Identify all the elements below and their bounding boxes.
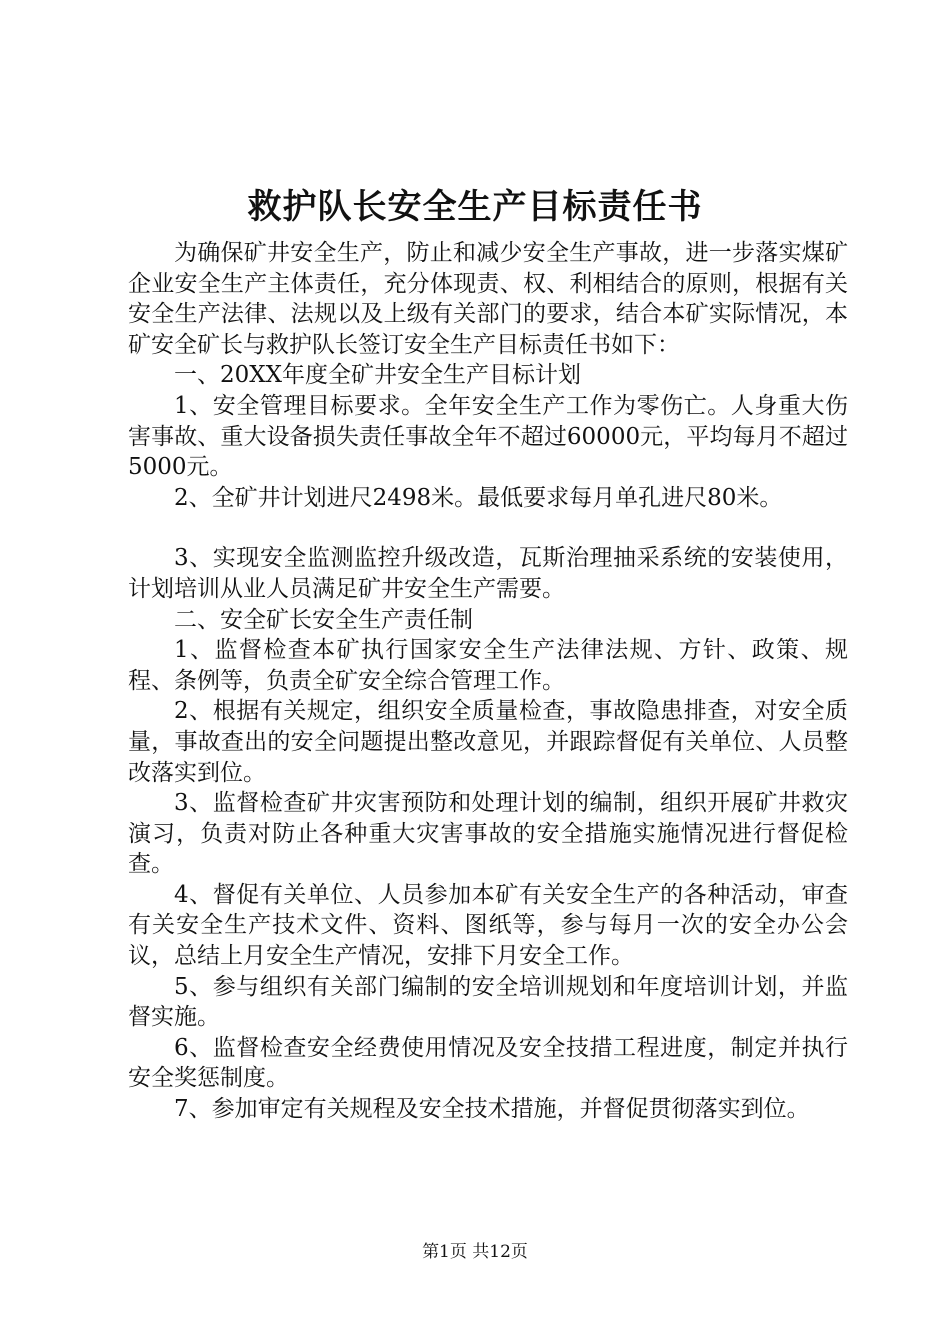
duty-item-5: 5、参与组织有关部门编制的安全培训规划和年度培训计划，并监督实施。	[128, 973, 848, 1031]
duty-item-2: 2、根据有关规定，组织安全质量检查，事故隐患排查，对安全质量，事故查出的安全问题提出整改意见，并跟踪督促有关单位、人员整改落实到位。	[128, 698, 848, 786]
intro-paragraph: 为确保矿井安全生产，防止和减少安全生产事故，进一步落实煤矿企业安全生产主体责任，充分体现责、权、利相结合的原则，根据有关安全生产法律、法规以及上级有关部门的要求，结合本矿实际情况，本矿安全矿长与救护队长签订安全生产目标责任书如下：	[128, 240, 848, 358]
target-item-2: 2、全矿井计划进尺2498米。最低要求每月单孔进尺80米。	[174, 484, 783, 511]
section-heading-2: 二、安全矿长安全生产责任制	[174, 606, 473, 633]
target-item-3: 3、实现安全监测监控升级改造，瓦斯治理抽采系统的安装使用，计划培训从业人员满足矿井安全生产需要。	[128, 545, 848, 602]
document-title: 救护队长安全生产目标责任书	[247, 187, 703, 227]
document-body	[128, 238, 848, 1125]
section-heading-1: 一、20XX年度全矿井安全生产目标计划	[174, 362, 582, 389]
duty-item-1: 1、监督检查本矿执行国家安全生产法律法规、方针、政策、规程、条例等，负责全矿安全综合管理工作。	[128, 637, 848, 694]
duty-item-6: 6、监督检查安全经费使用情况及安全技措工程进度，制定并执行安全奖惩制度。	[128, 1034, 848, 1092]
page-footer: 第1页 共12页	[422, 1242, 528, 1262]
duty-item-4: 4、督促有关单位、人员参加本矿有关安全生产的各种活动，审查有关安全生产技术文件、资料、图纸等，参与每月一次的安全办公会议，总结上月安全生产情况，安排下月安全工作。	[128, 881, 848, 970]
duty-item-3: 3、监督检查矿井灾害预防和处理计划的编制，组织开展矿井救灾演习，负责对防止各种重大灾害事故的安全措施实施情况进行督促检查。	[128, 790, 848, 878]
duty-item-7: 7、参加审定有关规程及安全技术措施，并督促贯彻落实到位。	[174, 1096, 810, 1123]
target-item-1: 1、安全管理目标要求。全年安全生产工作为零伤亡。人身重大伤害事故、重大设备损失责任事故全年不超过60000元，平均每月不超过5000元。	[128, 392, 848, 481]
